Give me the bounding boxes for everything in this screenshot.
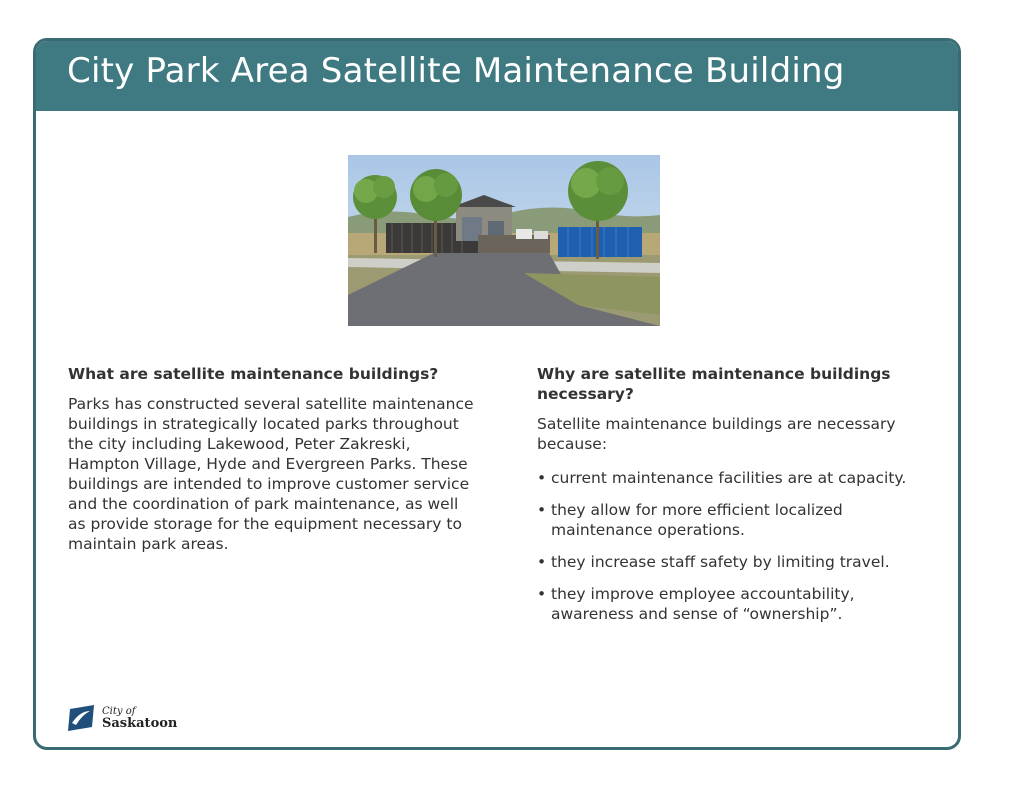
saskatoon-logo-icon <box>66 705 96 731</box>
left-heading: What are satellite maintenance buildings? <box>68 365 439 383</box>
reasons-list <box>537 468 937 624</box>
right-heading: Why are satellite maintenance buildings necessary? <box>537 365 891 403</box>
logo-city-name: Saskatoon <box>102 716 178 731</box>
building-rendering-image <box>348 155 660 326</box>
content-panel <box>33 38 961 750</box>
list-item: • current maintenance facilities are at capacity. <box>537 468 937 488</box>
right-column <box>537 364 937 636</box>
logo-wordmark <box>102 706 177 730</box>
title-banner <box>36 41 958 111</box>
list-item: • they allow for more efficient localized maintenance operations. <box>537 500 937 540</box>
list-item: • they increase staff safety by limiting travel. <box>537 552 937 572</box>
right-intro: Satellite maintenance buildings are necessary because: <box>537 415 896 453</box>
list-item: • they improve employee accountability, awareness and sense of “ownership”. <box>537 584 937 624</box>
logo-city-of: City of <box>102 706 136 717</box>
left-body: Parks has constructed several satellite maintenance buildings in strategically located parks throughout the city including Lakewood, Peter Zakreski, Hampton Village, Hyde and Evergreen Parks. These buildings are intended to improve customer service and the coordination of park maintenance, as well as provide storage for the equipment necessary to maintain park areas. <box>68 395 474 553</box>
left-column <box>68 364 478 554</box>
page-title: City Park Area Satellite Maintenance Building <box>67 51 845 91</box>
city-logo <box>66 703 177 733</box>
